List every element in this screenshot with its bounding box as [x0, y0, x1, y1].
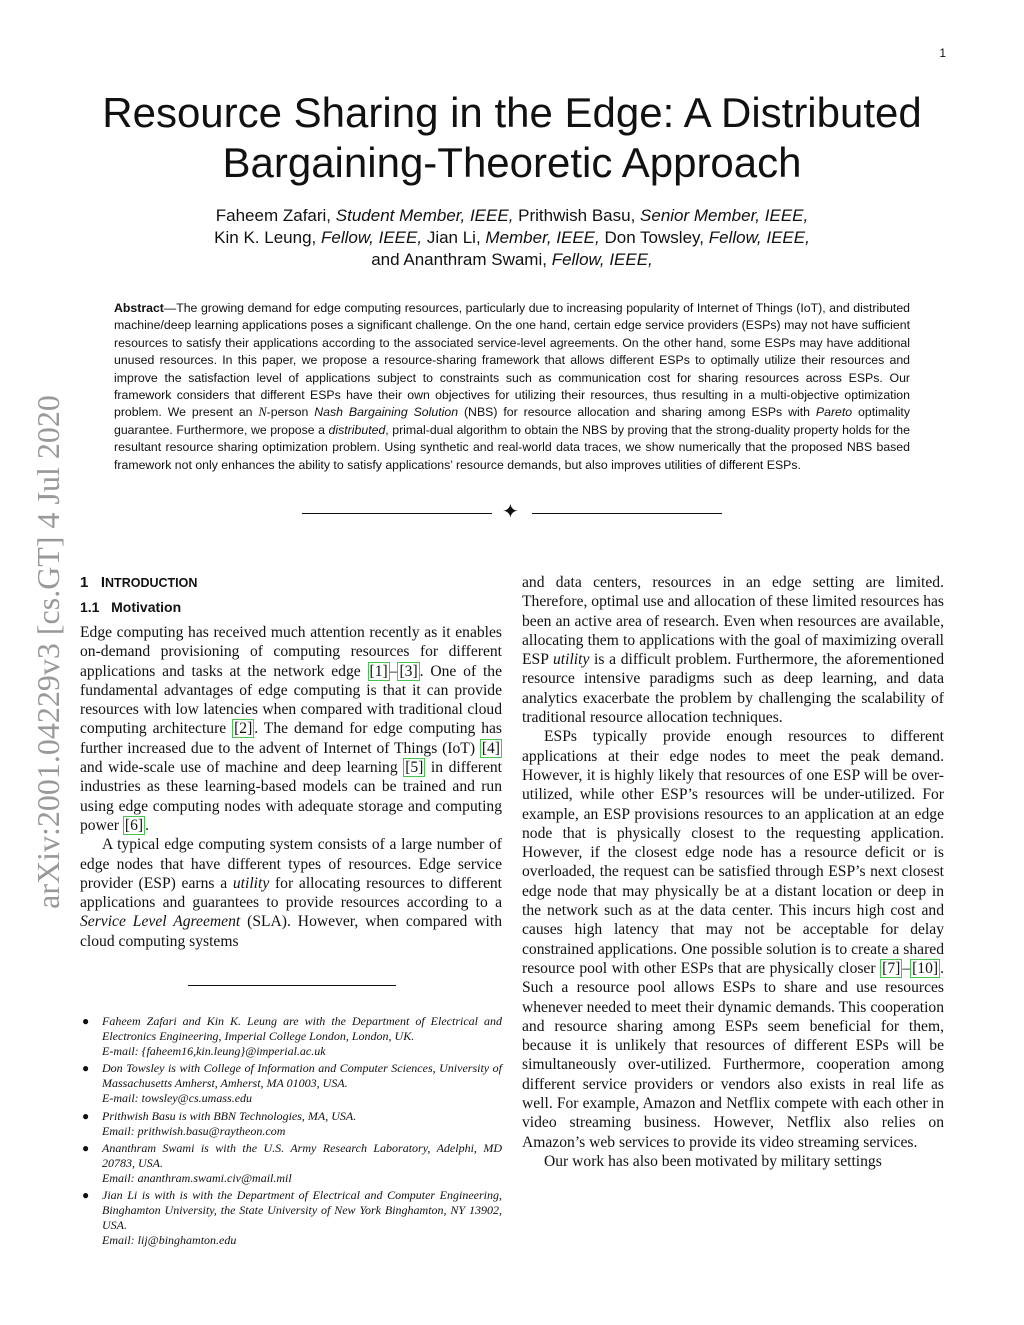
abstract [114, 300, 910, 474]
abstract-emph: Pareto [815, 405, 853, 420]
author-role: Member, IEEE, [485, 228, 600, 247]
abstract-text: , primal-dual algorithm to obtain the NBS by proving that the strong-duality property holds for the resultant resource sharing optimization problem. Using synthetic and real-world data traces, we show numerically that the proposed NBS based framework not only enhances the ability to satisfy applications’ resource demands, but also improves utilities of different ESPs. [114, 422, 910, 472]
citation-link[interactable]: [6] [124, 816, 144, 834]
author-role: Fellow, IEEE, [551, 250, 653, 269]
section-heading [80, 573, 502, 593]
abstract-text: -person [266, 405, 315, 420]
bullet-icon: ● [82, 1108, 90, 1123]
author-list [80, 205, 944, 271]
footnote-item: ● Prithwish Basu is with BBN Technologies, MA, USA. Email: prithwish.basu@raytheon.com [82, 1108, 357, 1138]
author-role: Student Member, IEEE, [335, 206, 514, 225]
subsection-heading [80, 597, 502, 617]
left-column [80, 573, 502, 951]
section-number: 1 [80, 574, 89, 591]
citation-link[interactable]: [2] [234, 720, 253, 738]
divider-line-right [532, 513, 722, 514]
bullet-icon: ● [82, 1140, 90, 1155]
abstract-emph: Nash Bargaining Solution [314, 405, 459, 420]
footnotes [80, 1014, 502, 1250]
paper-title: Resource Sharing in the Edge: A Distributed Bargaining-Theoretic Approach [102, 89, 922, 186]
author-name: and Ananthram Swami, [371, 250, 552, 269]
abstract-text: —The growing demand for edge computing resources, particularly due to increasing popularity of Internet of Things (IoT), and distributed machine/deep learning applications poses a significant challenge. On the one hand, certain edge service providers (ESPs) may not have sufficient resources to satisfy their applications according to the associated service-level agreements. On the other hand, some ESPs may have additional unused resources. In this paper, we propose a resource-sharing framework that allows different ESPs to optimally utilize their resources and improve the satisfaction level of applications subject to constraints such as communication cost for sharing resources across ESPs. Our framework considers that different ESPs have their own objectives for utilizing their resources, thus resulting in a multi-objective optimization problem. We present an [114, 301, 910, 420]
author-name: Kin K. Leung, [214, 228, 321, 247]
paragraph: ESPs typically provide enough resources to different applications at their edge nodes to meet the peak demand. However, it is highly likely that resources of one ESP will be over-utilized, while other ESP’s resources will be under-utilized. For example, an ESP provisions resources to an application at an edge node that is physically closest to the requesting application. However, if the closest edge node has a resource deficit or is overloaded, the request can be satisfied through ESP’s next closest edge node that may physically be at a distant location or deep in the network such as at the data center. This incurs high cost and causes high latency that may not be acceptable for delay constrained applications. One possible solution is to create a shared resource pool with other ESPs that are physically closer [7] – [10] . Such a resource pool allows ESPs to share and use resources whenever needed to meet their dynamic demands. This cooperation and resource sharing among ESPs seem beneficial for them, because it is unlikely that resources of different ESPs will be simultaneously over-utilized. Furthermore, cooperation among different service providers or vendors also exists in real life as well. For example, Amazon and Netflix compete with each other in video streaming business. However, Netflix also relies on Amazon’s web services to provide its video streaming services. [522, 728, 944, 1151]
author-line-1 [80, 205, 944, 227]
abstract-label: Abstract [114, 301, 164, 315]
bullet-icon: ● [82, 1061, 90, 1076]
citation-link[interactable]: [3] [399, 662, 418, 680]
author-name: Prithwish Basu, [513, 206, 641, 225]
author-line-3 [80, 249, 944, 271]
right-column [522, 573, 944, 1171]
citation-link[interactable]: [1] [369, 662, 388, 680]
author-role: Fellow, IEEE, [320, 228, 423, 247]
author-name: Don Towsley, [599, 228, 709, 247]
footnote-item: ● Ananthram Swami is with the U.S. Army Research Laboratory, Adelphi, MD 20783, USA. Email: ananthram.swami.civ@mail.mil [82, 1140, 502, 1185]
abstract-text: optimality guarantee. Furthermore, we propose a [114, 405, 910, 437]
bullet-icon: ● [82, 1014, 90, 1028]
subsection-title: Motivation [111, 599, 182, 615]
author-name: Faheem Zafari, [215, 206, 336, 225]
emph-text: Service Level Agreement [80, 913, 241, 931]
author-role: Fellow, IEEE, [708, 228, 810, 247]
author-name: Jian Li, [422, 228, 486, 247]
bullet-icon: ● [82, 1188, 90, 1203]
section-title-initial: I [100, 574, 106, 591]
page-number: 1 [939, 46, 946, 60]
paragraph: and data centers, resources in an edge setting are limited. Therefore, optimal use and allocation of these limited resources has been an active area of research. Even when resources are available, allocating them to applications with the goal of maximizing overall ESP utility is a difficult problem. Furthermore, the aforementioned resource intensive paradigms such as deep learning, and data analytics exacerbate the problem by challenging the scalability of traditional resource allocation techniques. [522, 574, 944, 727]
paragraph: Edge computing has received much attention recently as it enables on-demand provisioning of computing resources for different applications and tasks at the network edge [1] – [3] . One of the fundamental advantages of edge computing is that it can provide resources with low latencies when compared with traditional cloud computing architecture [2] . The demand for edge computing has further increased due to the advent of Internet of Things (IoT) [4] and wide-scale use of machine and deep learning [5] in different industries as these learning-based models can be trained and run using edge computing nodes with adequate storage and computing power [6] . [80, 624, 502, 834]
citation-link[interactable]: [7] [882, 959, 901, 977]
arxiv-stamp: arXiv:2001.04229v3 [cs.GT] 4 Jul 2020 [30, 395, 66, 909]
paragraph: Our work has also been motivated by military settings [544, 1152, 882, 1170]
abstract-math-n: N [258, 405, 267, 420]
footnote-item: ● Don Towsley is with College of Information and Computer Sciences, University of Massachusetts Amherst, Amherst, MA 01003, USA. E-mail: towsley@cs.umass.edu [82, 1061, 502, 1106]
section-title-rest: NTRODUCTION [105, 576, 198, 590]
divider-star-icon: ✦ [502, 501, 519, 523]
emph-text: utility [232, 874, 270, 892]
paragraph: A typical edge computing system consists of a large number of edge nodes that have different types of resources. Edge service provider (ESP) earns a utility for allocating resources to different applications and guarantees to provide resources according to a Service Level Agreement (SLA). However, when compared with cloud computing systems [80, 836, 503, 950]
abstract-emph: distributed [328, 422, 386, 437]
citation-link[interactable]: [10] [912, 959, 939, 977]
section-divider [302, 501, 722, 524]
citation-link[interactable]: [5] [405, 759, 424, 777]
footnote-item: ● Faheem Zafari and Kin K. Leung are with the Department of Electrical and Electronics Engineering, Imperial College London, London, UK. E-mail: {faheem16,kin.leung}@imperial.ac.uk [82, 1014, 502, 1059]
emph-text: utility [552, 651, 590, 669]
footnote-rule [188, 985, 396, 986]
author-line-2 [80, 227, 944, 249]
abstract-text: (NBS) for resource allocation and sharing among ESPs with [458, 405, 816, 420]
footnote-item: ● Jian Li is with is with the Department of Electrical and Computer Engineering, Binghamton University, the State University of New York Binghamton, NY 13902, USA. Email: lij@binghamton.edu [82, 1188, 502, 1248]
divider-line-left [302, 513, 492, 514]
subsection-number: 1.1 [80, 599, 100, 615]
citation-link[interactable]: [4] [481, 739, 500, 757]
author-role: Senior Member, IEEE, [640, 206, 809, 225]
